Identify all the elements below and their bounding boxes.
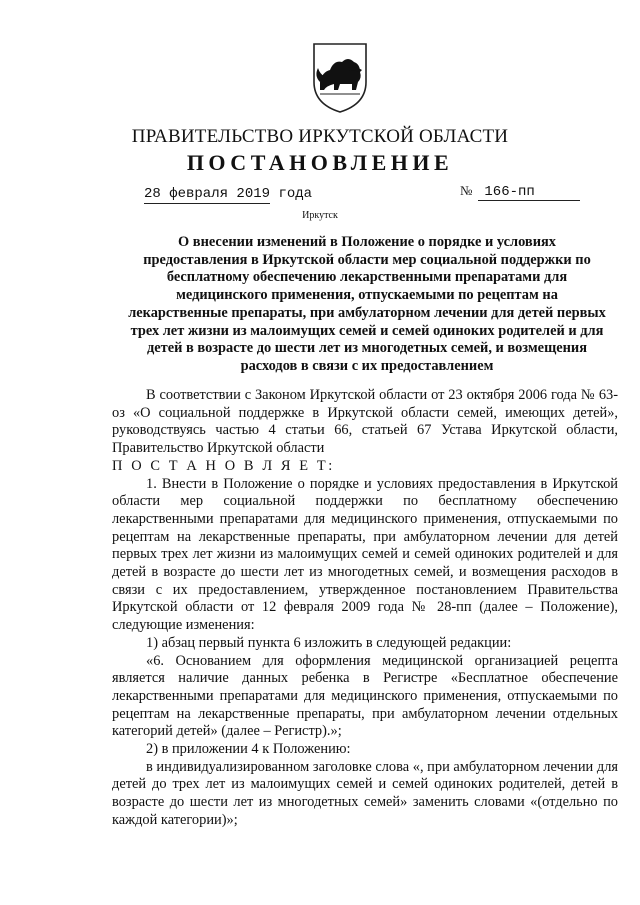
paragraph-3: «6. Основанием для оформления медицинской организацией рецепта является наличие данных ребенка в Регистре «Бесплатное обеспечение лекарственными препаратами для медицинского применения, отпускаемыми по рецептам на лекарственные препараты, при амбулаторном лечении отдельных категорий детей» (далее – Регистр).»; [112, 652, 618, 740]
number-sign: № [460, 183, 473, 198]
paragraph-4: 2) в приложении 4 к Положению: [146, 741, 351, 758]
date-value: 28 февраля 2019 [144, 186, 271, 202]
paragraph-5: в индивидуализированном заголовке слова «, при амбулаторном лечении для детей до трех лет из малоимущих семей и семей одиноких родителей, детей в возрасте до шести лет из многодетных семей» заменить словами «(отдельно по каждой категории)»; [112, 758, 618, 828]
document-type: ПОСТАНОВЛЕНИЕ [186, 150, 454, 175]
city: Иркутск [302, 210, 338, 221]
document-title: О внесении изменений в Положение о порядке и условиях предоставления в Иркутской области мер социальной поддержки по бесплатному обеспечению лекарственными препаратами для медицинского применения, отпускаемыми по рецептам на лекарственные препараты, при амбулаторном лечении для детей первых трех лет жизни из малоимущих семей и семей одиноких родителей и для детей в возрасте до шести лет из многодетных семей, и возмещения расходов в связи с их предоставлением [128, 234, 606, 374]
document-body [112, 387, 618, 830]
paragraph-1: 1. Внести в Положение о порядке и условиях предоставления в Иркутской области мер социальной поддержки по бесплатному обеспечению лекарственными препаратами для медицинского применения, отпускаемыми по рецептам на лекарственные препараты, при амбулаторном лечении для детей первых трех лет жизни из малоимущих семей и семей одиноких родителей и для детей в возрасте до шести лет из многодетных семей, и возмещения расходов в связи с их предоставлением, утвержденное постановлением Правительства Иркутской области от 12 февраля 2009 года № 28-пп (далее – Положение), следующие изменения: [112, 475, 618, 634]
government-name: ПРАВИТЕЛЬСТВО ИРКУТСКОЙ ОБЛАСТИ [131, 126, 509, 147]
document-number [460, 183, 580, 201]
coat-of-arms-icon [310, 38, 370, 116]
document-date [144, 186, 312, 202]
preamble-paragraph: В соответствии с Законом Иркутской области от 23 октября 2006 года № 63-оз «О социальной поддержке в Иркутской области семей, имеющих детей», руководствуясь частью 4 статьи 66, статьей 67 Устава Иркутской области, Правительство Иркутской области [112, 387, 618, 457]
paragraph-2: 1) абзац первый пункта 6 изложить в следующей редакции: [146, 634, 512, 651]
number-value: 166-пп [478, 184, 580, 201]
resolves-heading: П О С Т А Н О В Л Я Е Т: [112, 457, 335, 474]
date-suffix: года [278, 186, 313, 202]
